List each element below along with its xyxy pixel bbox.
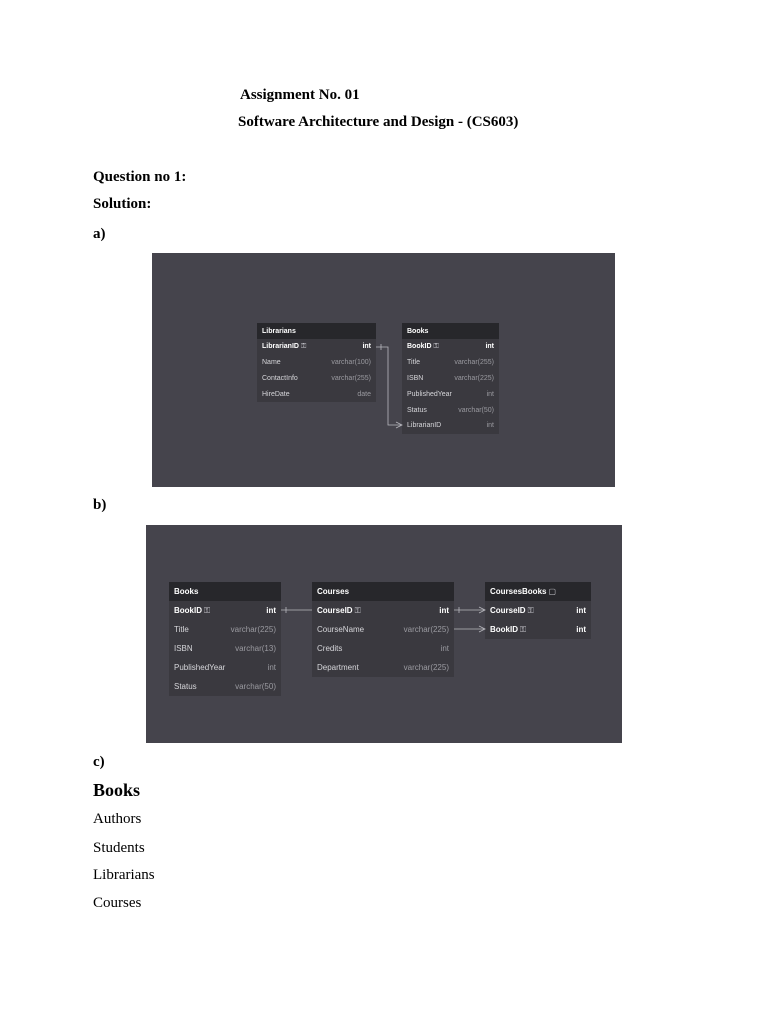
column-name: CourseName — [317, 625, 365, 634]
relationship-connectors — [146, 525, 622, 743]
column-type: date — [357, 390, 371, 398]
key-icon: ⚿ — [520, 624, 527, 634]
table-title: Books — [407, 327, 429, 335]
question-heading: Question no 1: — [93, 169, 187, 185]
column-name: Title — [407, 359, 420, 367]
column-type: varchar(225) — [454, 374, 494, 382]
key-icon: ⚿ — [204, 605, 211, 615]
column-name: LibrarianID — [262, 342, 299, 350]
column-name: CourseID — [317, 605, 353, 615]
column-name: CourseID — [490, 605, 526, 615]
column-type: int — [440, 644, 449, 653]
column-name: Title — [174, 625, 189, 634]
column-type: varchar(225) — [403, 663, 449, 672]
column-type: int — [486, 390, 494, 398]
diagram-a — [152, 253, 615, 487]
part-a-label: a) — [93, 226, 106, 242]
entity-item: Authors — [93, 811, 142, 827]
column-type: varchar(50) — [235, 682, 276, 691]
column-name: ISBN — [407, 374, 424, 382]
course-title: Software Architecture and Design - (CS603) — [238, 114, 519, 130]
column-type: varchar(255) — [454, 359, 494, 367]
column-name: Status — [407, 406, 427, 414]
key-icon: ⚿ — [527, 605, 534, 615]
key-icon: ⚿ — [300, 342, 307, 350]
entity-item: Librarians — [93, 867, 155, 883]
column-name: PublishedYear — [174, 663, 226, 672]
solution-heading: Solution: — [93, 196, 152, 212]
column-name: BookID — [174, 605, 202, 615]
relationship-connector — [152, 253, 615, 487]
column-type: varchar(13) — [235, 644, 276, 653]
column-type: int — [485, 343, 494, 351]
key-icon: ⚿ — [433, 342, 439, 350]
column-type: varchar(100) — [331, 359, 371, 367]
assignment-title: Assignment No. 01 — [240, 87, 360, 103]
column-type: varchar(225) — [230, 625, 276, 634]
column-type: int — [486, 422, 494, 430]
part-b-label: b) — [93, 497, 107, 513]
column-type: varchar(255) — [331, 374, 371, 382]
column-type: int — [362, 343, 371, 351]
column-name: BookID — [490, 624, 518, 634]
part-c-label: c) — [93, 754, 105, 770]
entity-list-title: Books — [93, 780, 141, 800]
key-icon: ⚿ — [354, 605, 361, 615]
column-type: int — [267, 663, 276, 672]
table-title: Courses — [317, 587, 350, 596]
column-type: int — [576, 625, 586, 634]
column-name: Status — [174, 682, 197, 691]
diagram-b — [146, 525, 622, 743]
column-name: BookID — [407, 342, 432, 350]
column-name: HireDate — [262, 390, 290, 398]
table-title: CoursesBooks — [490, 587, 547, 596]
column-type: int — [576, 606, 586, 615]
column-type: int — [266, 606, 276, 615]
entity-item: Courses — [93, 895, 142, 911]
column-name: Department — [317, 663, 359, 672]
column-name: PublishedYear — [407, 390, 452, 398]
note-icon: ▢ — [548, 587, 557, 596]
column-name: ContactInfo — [262, 374, 298, 382]
entity-item: Students — [93, 840, 145, 856]
column-name: Name — [262, 359, 281, 367]
column-name: ISBN — [174, 644, 193, 653]
table-title: Librarians — [262, 327, 296, 335]
column-name: Credits — [317, 644, 343, 653]
column-type: varchar(225) — [403, 625, 449, 634]
table-title: Books — [174, 587, 199, 596]
column-name: LibrarianID — [407, 422, 442, 430]
column-type: int — [439, 606, 449, 615]
column-type: varchar(50) — [458, 406, 494, 414]
